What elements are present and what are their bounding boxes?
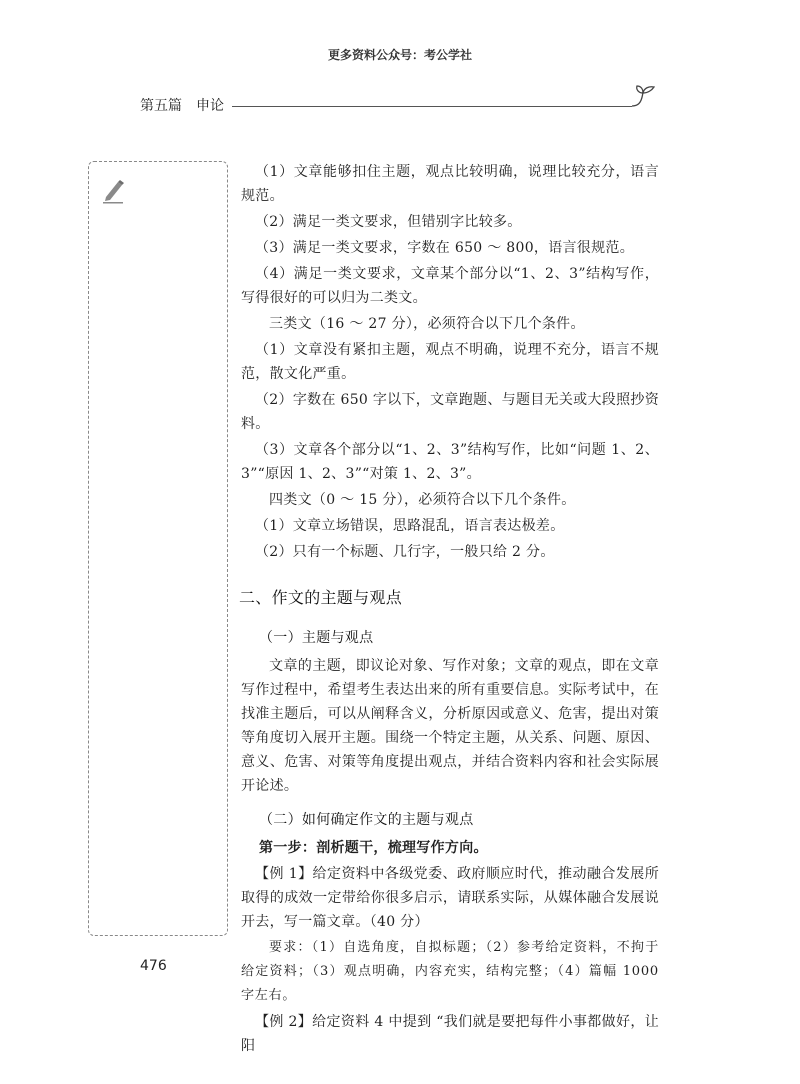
- header-rule: [232, 106, 632, 107]
- step-heading: 第一步：剖析题干，梳理写作方向。: [259, 840, 488, 856]
- main-content: [241, 160, 659, 1060]
- paragraph: （1）文章能够扣住主题，观点比较明确，说理比较充分，语言规范。: [241, 164, 659, 204]
- paragraph: （3）文章各个部分以“1、2、3”结构写作，比如“问题 1、2、3”“原因 1、2、3”“对策 1、2、3”。: [241, 442, 659, 482]
- paragraph: （2）字数在 650 字以下，文章跑题、与题目无关或大段照抄资料。: [241, 392, 659, 432]
- paragraph: （1）文章没有紧扣主题，观点不明确，说理不充分，语言不规范，散文化严重。: [241, 342, 659, 382]
- example-paragraph: 【例 2】给定资料 4 中提到 “我们就是要把每件小事都做好，让阳: [241, 1014, 659, 1054]
- paragraph: （2）只有一个标题、几行字，一般只给 2 分。: [255, 544, 555, 560]
- section-title: 二、作文的主题与观点: [239, 588, 403, 607]
- paragraph: （2）满足一类文要求，但错别字比较多。: [255, 214, 522, 230]
- notes-sidebar: [88, 161, 228, 936]
- paragraph: 文章的主题，即议论对象、写作对象；文章的观点，即在文章写作过程中，希望考生表达出来的所有重要信息。实际考试中，在找准主题后，可以从阐释含义，分析原因或意义、危害，提出对策等角度切入展开主题。围绕一个特定主题，从关系、问题、原因、意义、危害、对策等角度提出观点，并结合资料内容和社会实际展开论述。: [241, 658, 659, 794]
- top-banner: 更多资料公众号：考公学社: [327, 48, 472, 62]
- page-number: 476: [140, 958, 167, 974]
- paragraph: （1）文章立场错误，思路混乱，语言表达极差。: [255, 518, 565, 534]
- requirement-paragraph: 要求：（1）自选角度，自拟标题；（2）参考给定资料，不拘于给定资料；（3）观点明确，内容充实，结构完整；（4）篇幅 1000 字左右。: [241, 940, 659, 1003]
- part-label: 第五篇: [140, 98, 182, 114]
- pencil-icon: [101, 178, 127, 204]
- paragraph: 三类文（16 ～ 27 分），必须符合以下几个条件。: [269, 316, 585, 332]
- paragraph: 四类文（0 ～ 15 分），必须符合以下几个条件。: [269, 492, 576, 508]
- paragraph: （4）满足一类文要求，文章某个部分以“1、2、3”结构写作，写得很好的可以归为二类文。: [241, 266, 659, 306]
- subject-label: 申论: [196, 98, 224, 114]
- subsection-title: （二）如何确定作文的主题与观点: [259, 812, 474, 828]
- chapter-header: [140, 95, 238, 115]
- sprout-icon: [628, 84, 658, 110]
- paragraph: （3）满足一类文要求，字数在 650 ～ 800，语言很规范。: [255, 240, 634, 256]
- subsection-title: （一）主题与观点: [259, 630, 374, 646]
- example-paragraph: 【例 1】给定资料中各级党委、政府顺应时代，推动融合发展所取得的成效一定带给你很多启示，请联系实际，从媒体融合发展说开去，写一篇文章。（40 分）: [241, 866, 659, 930]
